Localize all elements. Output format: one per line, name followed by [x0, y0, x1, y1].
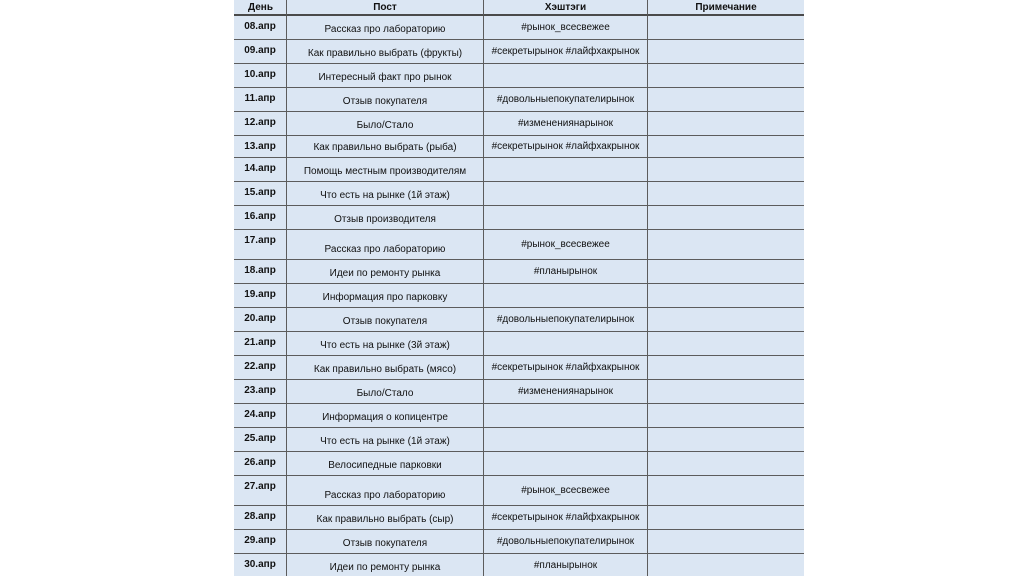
- note-cell[interactable]: [648, 308, 804, 332]
- hashtags-cell[interactable]: #секретырынок #лайфхакрынок: [484, 356, 648, 380]
- note-cell[interactable]: [648, 206, 804, 230]
- hashtags-cell[interactable]: [484, 158, 648, 182]
- content-plan-table: [234, 0, 804, 576]
- post-cell[interactable]: Как правильно выбрать (мясо): [287, 356, 484, 380]
- post-cell[interactable]: Что есть на рынке (3й этаж): [287, 332, 484, 356]
- day-cell[interactable]: 24.апр: [234, 404, 287, 428]
- post-cell[interactable]: Отзыв покупателя: [287, 88, 484, 112]
- hashtags-cell[interactable]: #секретырынок #лайфхакрынок: [484, 506, 648, 530]
- note-cell[interactable]: [648, 40, 804, 64]
- post-cell[interactable]: Как правильно выбрать (рыба): [287, 136, 484, 158]
- note-cell[interactable]: [648, 452, 804, 476]
- day-cell[interactable]: 25.апр: [234, 428, 287, 452]
- note-cell[interactable]: [648, 88, 804, 112]
- hashtags-cell[interactable]: #секретырынок #лайфхакрынок: [484, 40, 648, 64]
- post-cell[interactable]: Отзыв производителя: [287, 206, 484, 230]
- post-cell[interactable]: Интересный факт про рынок: [287, 64, 484, 88]
- note-cell[interactable]: [648, 112, 804, 136]
- day-cell[interactable]: 26.апр: [234, 452, 287, 476]
- hashtags-cell[interactable]: #секретырынок #лайфхакрынок: [484, 136, 648, 158]
- post-cell[interactable]: Было/Стало: [287, 380, 484, 404]
- day-cell[interactable]: 08.апр: [234, 16, 287, 40]
- header-note[interactable]: Примечание: [648, 0, 804, 16]
- note-cell[interactable]: [648, 64, 804, 88]
- day-cell[interactable]: 16.апр: [234, 206, 287, 230]
- post-cell[interactable]: Идеи по ремонту рынка: [287, 260, 484, 284]
- note-cell[interactable]: [648, 260, 804, 284]
- post-cell[interactable]: Идеи по ремонту рынка: [287, 554, 484, 576]
- hashtags-cell[interactable]: #планырынок: [484, 260, 648, 284]
- day-cell[interactable]: 18.апр: [234, 260, 287, 284]
- post-cell[interactable]: Велосипедные парковки: [287, 452, 484, 476]
- post-cell[interactable]: Отзыв покупателя: [287, 530, 484, 554]
- post-cell[interactable]: Рассказ про лабораторию: [287, 230, 484, 260]
- hashtags-cell[interactable]: [484, 182, 648, 206]
- hashtags-cell[interactable]: [484, 428, 648, 452]
- post-cell[interactable]: Информация про парковку: [287, 284, 484, 308]
- hashtags-cell[interactable]: #рынок_всесвежее: [484, 476, 648, 506]
- post-cell[interactable]: Рассказ про лабораторию: [287, 476, 484, 506]
- post-cell[interactable]: Что есть на рынке (1й этаж): [287, 428, 484, 452]
- day-cell[interactable]: 19.апр: [234, 284, 287, 308]
- note-cell[interactable]: [648, 380, 804, 404]
- note-cell[interactable]: [648, 182, 804, 206]
- hashtags-cell[interactable]: #планырынок: [484, 554, 648, 576]
- note-cell[interactable]: [648, 404, 804, 428]
- day-cell[interactable]: 27.апр: [234, 476, 287, 506]
- note-cell[interactable]: [648, 332, 804, 356]
- note-cell[interactable]: [648, 428, 804, 452]
- note-cell[interactable]: [648, 554, 804, 576]
- day-cell[interactable]: 29.апр: [234, 530, 287, 554]
- hashtags-cell[interactable]: [484, 452, 648, 476]
- day-cell[interactable]: 28.апр: [234, 506, 287, 530]
- post-cell[interactable]: Что есть на рынке (1й этаж): [287, 182, 484, 206]
- day-cell[interactable]: 11.апр: [234, 88, 287, 112]
- day-cell[interactable]: 21.апр: [234, 332, 287, 356]
- hashtags-cell[interactable]: [484, 284, 648, 308]
- header-day[interactable]: День: [234, 0, 287, 16]
- note-cell[interactable]: [648, 136, 804, 158]
- day-cell[interactable]: 17.апр: [234, 230, 287, 260]
- day-cell[interactable]: 20.апр: [234, 308, 287, 332]
- note-cell[interactable]: [648, 506, 804, 530]
- day-cell[interactable]: 22.апр: [234, 356, 287, 380]
- hashtags-cell[interactable]: [484, 332, 648, 356]
- note-cell[interactable]: [648, 230, 804, 260]
- day-cell[interactable]: 10.апр: [234, 64, 287, 88]
- header-hashtags[interactable]: Хэштэги: [484, 0, 648, 16]
- hashtags-cell[interactable]: #довольныепокупателирынок: [484, 308, 648, 332]
- note-cell[interactable]: [648, 158, 804, 182]
- note-cell[interactable]: [648, 356, 804, 380]
- hashtags-cell[interactable]: [484, 64, 648, 88]
- hashtags-cell[interactable]: #довольныепокупателирынок: [484, 530, 648, 554]
- day-cell[interactable]: 12.апр: [234, 112, 287, 136]
- hashtags-cell[interactable]: [484, 206, 648, 230]
- hashtags-cell[interactable]: #рынок_всесвежее: [484, 230, 648, 260]
- note-cell[interactable]: [648, 530, 804, 554]
- hashtags-cell[interactable]: [484, 404, 648, 428]
- day-cell[interactable]: 30.апр: [234, 554, 287, 576]
- post-cell[interactable]: Информация о копицентре: [287, 404, 484, 428]
- day-cell[interactable]: 13.апр: [234, 136, 287, 158]
- day-cell[interactable]: 09.апр: [234, 40, 287, 64]
- hashtags-cell[interactable]: #довольныепокупателирынок: [484, 88, 648, 112]
- hashtags-cell[interactable]: #рынок_всесвежее: [484, 16, 648, 40]
- post-cell[interactable]: Было/Стало: [287, 112, 484, 136]
- post-cell[interactable]: Как правильно выбрать (фрукты): [287, 40, 484, 64]
- note-cell[interactable]: [648, 476, 804, 506]
- note-cell[interactable]: [648, 16, 804, 40]
- day-cell[interactable]: 15.апр: [234, 182, 287, 206]
- post-cell[interactable]: Рассказ про лабораторию: [287, 16, 484, 40]
- day-cell[interactable]: 23.апр: [234, 380, 287, 404]
- content-plan-sheet: [234, 0, 804, 576]
- hashtags-cell[interactable]: #изменениянарынок: [484, 112, 648, 136]
- post-cell[interactable]: Отзыв покупателя: [287, 308, 484, 332]
- note-cell[interactable]: [648, 284, 804, 308]
- post-cell[interactable]: Помощь местным производителям: [287, 158, 484, 182]
- post-cell[interactable]: Как правильно выбрать (сыр): [287, 506, 484, 530]
- hashtags-cell[interactable]: #изменениянарынок: [484, 380, 648, 404]
- day-cell[interactable]: 14.апр: [234, 158, 287, 182]
- header-post[interactable]: Пост: [287, 0, 484, 16]
